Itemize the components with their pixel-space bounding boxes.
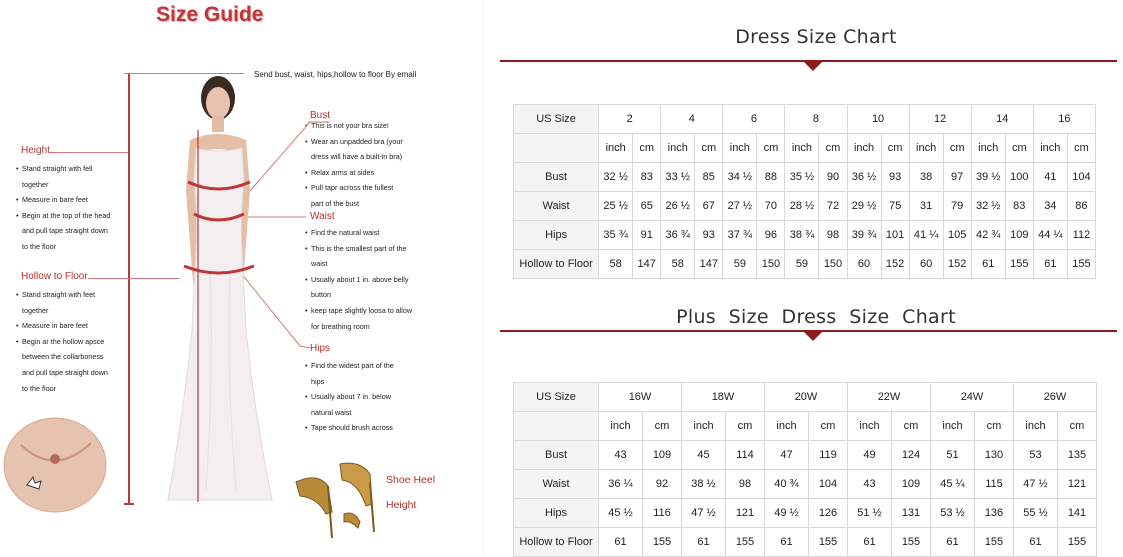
unit-header-row [514,412,1097,441]
table-row [514,192,1096,221]
table-cell: 58 [599,250,633,279]
waist-instruction-line: • This is the smallest part of the [305,241,430,257]
hollow-to-floor-title: Hollow to Floor [21,271,88,282]
hollow-instruction-line: together [22,305,49,315]
table-cell: 44 ¼ [1033,221,1067,250]
table-cell: 61 [971,250,1005,279]
table-cell: 72 [819,192,847,221]
measurement-row-label: Hips [514,221,599,250]
waist-instruction-line: • Find the natural waist [305,225,430,241]
table-cell: 86 [1067,192,1095,221]
table-cell: 88 [757,163,785,192]
height-instruction-line: to the floor [22,241,56,251]
table-cell: 55 ½ [1014,499,1058,528]
table-cell: 34 [1033,192,1067,221]
table-cell: 105 [943,221,971,250]
table-cell: 114 [726,441,765,470]
table-cell: 60 [847,250,881,279]
unit-inch-header: inch [765,412,809,441]
table-cell: 141 [1058,499,1097,528]
table-cell: 39 ½ [971,163,1005,192]
table-cell: 130 [975,441,1014,470]
size-column-header: 6 [723,105,785,134]
unit-cm-header: cm [757,134,785,163]
table-cell: 155 [1067,250,1095,279]
unit-header-row [514,134,1096,163]
table-cell: 51 ½ [848,499,892,528]
table-cell: 98 [819,221,847,250]
size-column-header: 4 [661,105,723,134]
plus-chart-rule-arrow [804,332,822,341]
hips-instruction-line: natural waist [311,407,352,417]
table-cell: 121 [1058,470,1097,499]
unit-inch-header: inch [599,134,633,163]
unit-inch-header: inch [971,134,1005,163]
table-cell: 101 [881,221,909,250]
table-cell: 155 [975,528,1014,557]
height-title: Height [21,145,50,156]
table-cell: 51 [931,441,975,470]
table-cell: 135 [1058,441,1097,470]
waist-instruction-line: waist [311,259,328,269]
table-cell: 61 [599,528,643,557]
table-cell: 131 [892,499,931,528]
table-cell: 41 ¼ [909,221,943,250]
email-note: Send bust, waist, hips,hollow to floor By email [254,70,417,79]
table-cell: 53 ½ [931,499,975,528]
measurement-row-label: Hollow to Floor [514,528,599,557]
height-instruction-line: together [22,179,49,189]
table-cell: 91 [633,221,661,250]
bust-instruction-line: • Wear an unpadded bra (your [305,134,425,150]
unit-cm-header: cm [975,412,1014,441]
table-cell: 75 [881,192,909,221]
unit-cm-header: cm [881,134,909,163]
table-cell: 152 [881,250,909,279]
dress-chart-rule-arrow [804,62,822,71]
table-cell: 152 [943,250,971,279]
table-cell: 47 ½ [682,499,726,528]
measurement-row-label: Bust [514,441,599,470]
table-cell: 26 ½ [661,192,695,221]
table-cell: 36 ¼ [599,470,643,499]
hips-instruction-line: • Find the widest part of the [305,358,425,374]
table-cell: 136 [975,499,1014,528]
table-cell: 38 ½ [682,470,726,499]
bust-instruction-line: • This is not your bra size! [305,118,425,134]
table-cell: 25 ½ [599,192,633,221]
table-cell: 61 [1014,528,1058,557]
unit-cm-header: cm [1067,134,1095,163]
unit-cm-header: cm [892,412,931,441]
unit-cm-header: cm [819,134,847,163]
hips-instruction-line: hips [311,376,325,386]
table-cell: 60 [909,250,943,279]
us-size-header: US Size [514,383,599,412]
table-row [514,221,1096,250]
shoe-heel-label: Shoe Heel [386,474,436,486]
table-cell: 112 [1067,221,1095,250]
table-cell: 49 [848,441,892,470]
size-column-header: 26W [1014,383,1097,412]
table-cell: 155 [809,528,848,557]
table-cell: 119 [809,441,848,470]
table-cell: 61 [682,528,726,557]
table-cell: 93 [881,163,909,192]
measurement-row-label: Waist [514,470,599,499]
table-cell: 34 ½ [723,163,757,192]
table-cell: 37 ¾ [723,221,757,250]
table-cell: 35 ¾ [599,221,633,250]
table-cell: 28 ½ [785,192,819,221]
table-row [514,441,1097,470]
measurement-row-label: Waist [514,192,599,221]
unit-inch-header: inch [909,134,943,163]
unit-cm-header: cm [726,412,765,441]
bust-title: Bust [310,110,331,121]
table-cell: 32 ½ [599,163,633,192]
table-cell: 53 [1014,441,1058,470]
table-cell: 150 [819,250,847,279]
plus-size-table [513,382,1097,557]
unit-inch-header: inch [661,134,695,163]
shoe-height-label: Height [386,499,417,511]
table-cell: 31 [909,192,943,221]
hollow-instruction-line: • Measure in bare feet [16,318,128,334]
waist-title: Waist [310,211,335,222]
table-cell: 40 ¾ [765,470,809,499]
table-cell: 41 [1033,163,1067,192]
dress-chart-title: Dress Size Chart [735,26,897,48]
hollow-instruction-line: to the floor [22,383,56,393]
unit-inch-header: inch [785,134,819,163]
table-cell: 104 [1067,163,1095,192]
size-column-header: 16 [1033,105,1095,134]
table-row [514,470,1097,499]
size-column-header: 24W [931,383,1014,412]
measurement-row-label: Hollow to Floor [514,250,599,279]
hips-instruction-line: • Tape should brush across [305,420,425,436]
table-cell: 38 ¾ [785,221,819,250]
unit-inch-header: inch [682,412,726,441]
high-heel-shoe-photo [288,452,380,542]
table-cell: 109 [1005,221,1033,250]
table-cell: 124 [892,441,931,470]
size-column-header: 22W [848,383,931,412]
unit-inch-header: inch [599,412,643,441]
table-cell: 32 ½ [971,192,1005,221]
table-cell: 38 [909,163,943,192]
size-column-header: 10 [847,105,909,134]
unit-row-label [514,134,599,163]
table-cell: 155 [726,528,765,557]
table-row [514,163,1096,192]
bust-instruction-line: • Relax arms at sides [305,165,425,181]
table-cell: 59 [723,250,757,279]
unit-inch-header: inch [848,412,892,441]
size-header-row [514,383,1097,412]
table-cell: 35 ½ [785,163,819,192]
size-column-header: 18W [682,383,765,412]
table-cell: 43 [599,441,643,470]
unit-inch-header: inch [1014,412,1058,441]
unit-cm-header: cm [943,134,971,163]
table-cell: 59 [785,250,819,279]
size-column-header: 12 [909,105,971,134]
height-instruction-line: • Begin at the top of the head [16,208,128,224]
table-cell: 92 [643,470,682,499]
unit-cm-header: cm [1005,134,1033,163]
size-guide-title: Size Guide [156,3,264,26]
table-cell: 97 [943,163,971,192]
unit-cm-header: cm [695,134,723,163]
unit-inch-header: inch [723,134,757,163]
unit-cm-header: cm [633,134,661,163]
table-cell: 147 [695,250,723,279]
hollow-instruction-line: and pull tape straight down [22,367,108,377]
table-cell: 58 [661,250,695,279]
table-cell: 104 [809,470,848,499]
unit-inch-header: inch [847,134,881,163]
table-cell: 100 [1005,163,1033,192]
table-cell: 83 [1005,192,1033,221]
bust-instruction-line: • Pull tapr across the fullest [305,180,425,196]
table-cell: 47 ½ [1014,470,1058,499]
table-cell: 33 ½ [661,163,695,192]
table-cell: 147 [633,250,661,279]
waist-instruction-line: • Usually about 1 in. above belly [305,272,430,288]
table-cell: 49 ½ [765,499,809,528]
waist-instruction-line: for breathing room [311,321,370,331]
table-cell: 83 [633,163,661,192]
bust-instruction-line: part of the bust [311,198,359,208]
size-column-header: 20W [765,383,848,412]
hollow-instruction-line: between the collarboness [22,352,104,362]
table-row [514,250,1096,279]
table-cell: 27 ½ [723,192,757,221]
measurement-row-label: Hips [514,499,599,528]
height-instruction-line: and pull tape straight down [22,226,108,236]
table-cell: 155 [643,528,682,557]
unit-cm-header: cm [1058,412,1097,441]
measurement-row-label: Bust [514,163,599,192]
hollow-instruction-line: • Begin ar the hollow apsce [16,334,128,350]
table-cell: 45 ½ [599,499,643,528]
table-cell: 109 [892,470,931,499]
plus-chart-title: Plus Size Dress Size Chart [676,306,956,328]
table-cell: 126 [809,499,848,528]
table-cell: 96 [757,221,785,250]
table-cell: 65 [633,192,661,221]
table-cell: 45 ¼ [931,470,975,499]
table-cell: 29 ½ [847,192,881,221]
table-cell: 67 [695,192,723,221]
table-cell: 115 [975,470,1014,499]
table-cell: 98 [726,470,765,499]
table-cell: 155 [1005,250,1033,279]
table-row [514,499,1097,528]
table-cell: 109 [643,441,682,470]
height-instruction-line: • Stand straight with fell [16,161,128,177]
unit-cm-header: cm [643,412,682,441]
table-cell: 155 [1058,528,1097,557]
table-cell: 61 [848,528,892,557]
neck-hollow-photo [3,417,107,513]
hips-title: Hips [310,343,331,354]
hollow-instruction-line: • Stand straight with feet [16,287,128,303]
table-cell: 36 ¾ [661,221,695,250]
table-cell: 70 [757,192,785,221]
table-cell: 155 [892,528,931,557]
table-cell: 42 ¾ [971,221,1005,250]
bust-instruction-line: dress will have a built-in bra) [311,152,403,162]
table-cell: 150 [757,250,785,279]
table-cell: 61 [1033,250,1067,279]
size-column-header: 8 [785,105,847,134]
table-cell: 61 [931,528,975,557]
table-cell: 93 [695,221,723,250]
panel-divider [483,0,484,556]
height-instruction-line: • Measure in bare feet [16,192,128,208]
model-dress-illustration [150,70,290,510]
size-column-header: 16W [599,383,682,412]
table-cell: 85 [695,163,723,192]
table-cell: 121 [726,499,765,528]
waist-instruction-line: • keep tape slightly loosa to allow [305,303,430,319]
table-cell: 116 [643,499,682,528]
table-cell: 45 [682,441,726,470]
table-cell: 36 ½ [847,163,881,192]
us-size-header: US Size [514,105,599,134]
dress-size-table [513,104,1096,279]
table-cell: 61 [765,528,809,557]
table-row [514,528,1097,557]
size-column-header: 2 [599,105,661,134]
waist-instruction-line: button [311,290,331,300]
unit-inch-header: inch [1033,134,1067,163]
hips-instruction-line: • Usually about 7 in. below [305,389,425,405]
table-cell: 39 ¾ [847,221,881,250]
table-cell: 43 [848,470,892,499]
unit-row-label [514,412,599,441]
table-cell: 47 [765,441,809,470]
size-column-header: 14 [971,105,1033,134]
table-cell: 90 [819,163,847,192]
unit-inch-header: inch [931,412,975,441]
table-cell: 79 [943,192,971,221]
size-header-row [514,105,1096,134]
unit-cm-header: cm [809,412,848,441]
